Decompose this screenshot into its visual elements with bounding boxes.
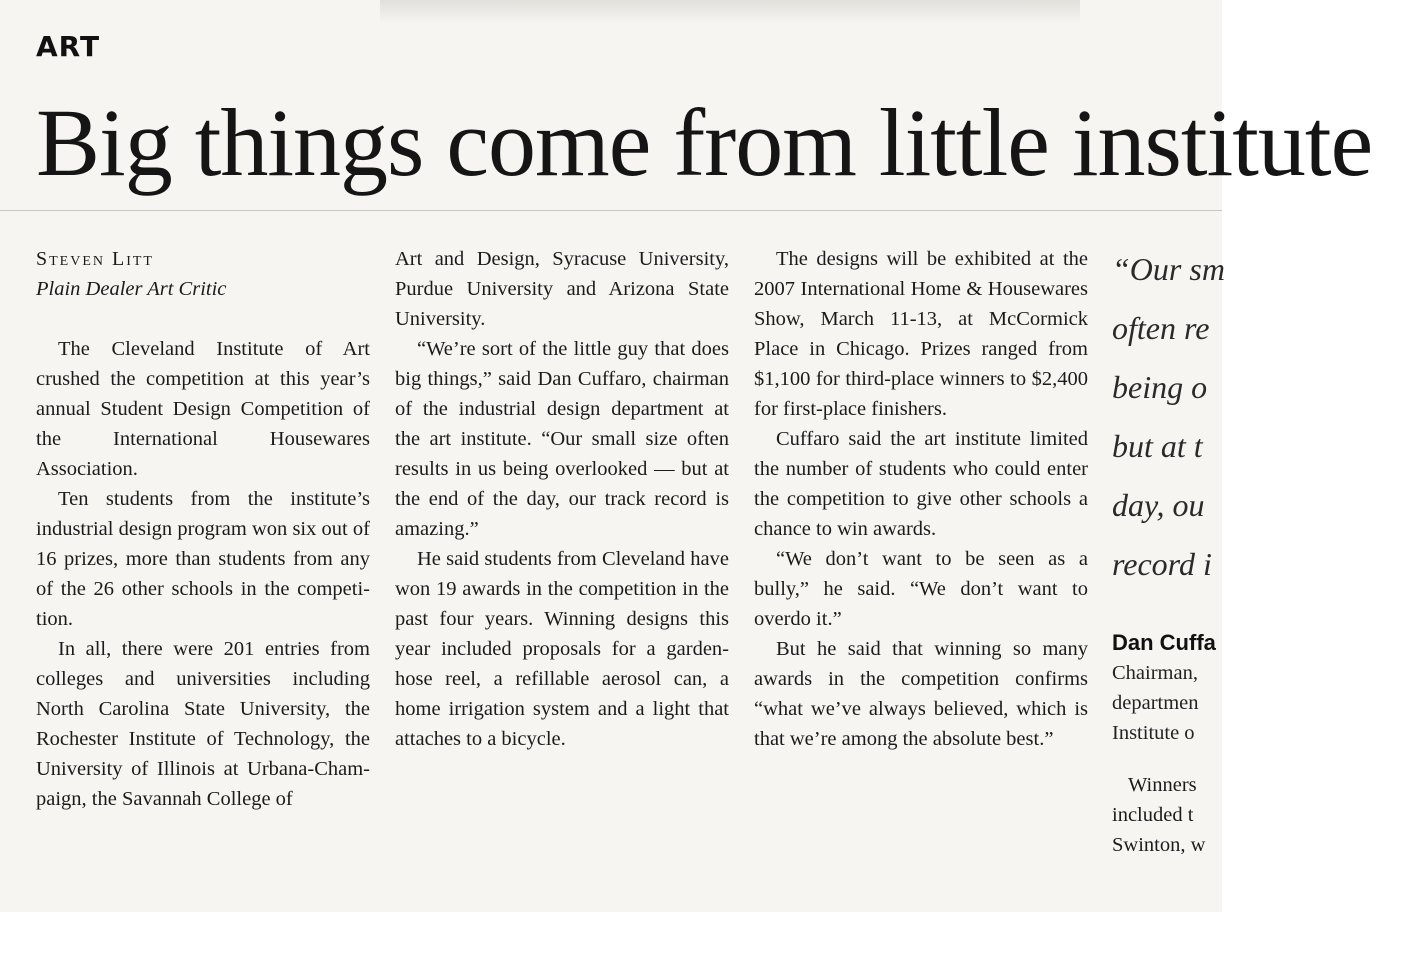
pull-quote [1112,240,1412,594]
attribution-line: Chairman, [1112,662,1198,684]
print-bleed [380,0,1080,24]
article-column-1 [36,244,370,814]
pull-quote-line: being o [1112,369,1208,405]
pull-quote-line: “Our sm [1112,251,1225,287]
headline: Big things come from little institute [36,89,1373,196]
divider [0,210,1222,211]
pull-quote-line: often re [1112,310,1210,346]
attribution-line: departmen [1112,692,1199,714]
caption-line: Winners [1128,774,1197,796]
pull-quote-line: record i [1112,546,1212,582]
paragraph: Art and Design, Syracuse University, Purdue University and Arizona State University. [395,248,729,330]
caption-line: Swinton, w [1112,834,1206,856]
byline-title: Plain Dealer Art Critic [36,278,227,300]
paragraph: Ten students from the institute’s industrial design program won six out of 16 prizes, more than students from any of the 26 other schools in the competition. [36,488,370,630]
pull-quote-line: day, ou [1112,487,1205,523]
byline-name: Steven Litt [36,248,154,270]
quote-attribution [1112,628,1412,748]
attribution-line: Institute o [1112,722,1195,744]
caption-line: included t [1112,804,1194,826]
paragraph: The designs will be exhibited at the 2007 International Home & Housewares Show, March 11-13, at McCormick Place in Chicago. Prizes ranged from $1,100 for third-place winners to $2,400 for first-place finishers. [754,248,1088,420]
section-label: ART [36,30,101,63]
paragraph: Cuffaro said the art institute limited the number of students who could enter the competition to give other schools a chance to win awards. [754,428,1088,540]
paragraph: But he said that winning so many awards in the competition confirms “what we’ve always believed, which is that we’re among the absolute best.” [754,638,1088,750]
article-column-2 [395,244,729,754]
paragraph: “We don’t want to be seen as a bully,” he said. “We don’t want to overdo it.” [754,548,1088,630]
paragraph: The Cleveland Institute of Art crushed the competition at this year’s annual Student Design Competition of the International Housewares Association. [36,338,370,480]
photo-caption [1112,770,1412,860]
pull-quote-line: but at t [1112,428,1203,464]
attribution-name: Dan Cuffa [1112,630,1216,655]
paragraph: “We’re sort of the little guy that does big things,” said Dan Cuffaro, chairman of the industrial design department at the art institute. “Our small size often results in us being overlooked — but at the end of the day, our track record is amazing.” [395,338,729,540]
article-column-3 [754,244,1088,754]
paragraph: He said students from Cleveland have won 19 awards in the competition in the past four years. Winning designs this year included proposals for a garden-hose reel, a refillable aerosol can, a home irrigation system and a light that attaches to a bicycle. [395,548,729,750]
paragraph: In all, there were 201 entries from colleges and universities including North Carolina State University, the Rochester Institute of Technology, the University of Illinois at Urbana-Champaign, the Savannah College of [36,638,370,810]
